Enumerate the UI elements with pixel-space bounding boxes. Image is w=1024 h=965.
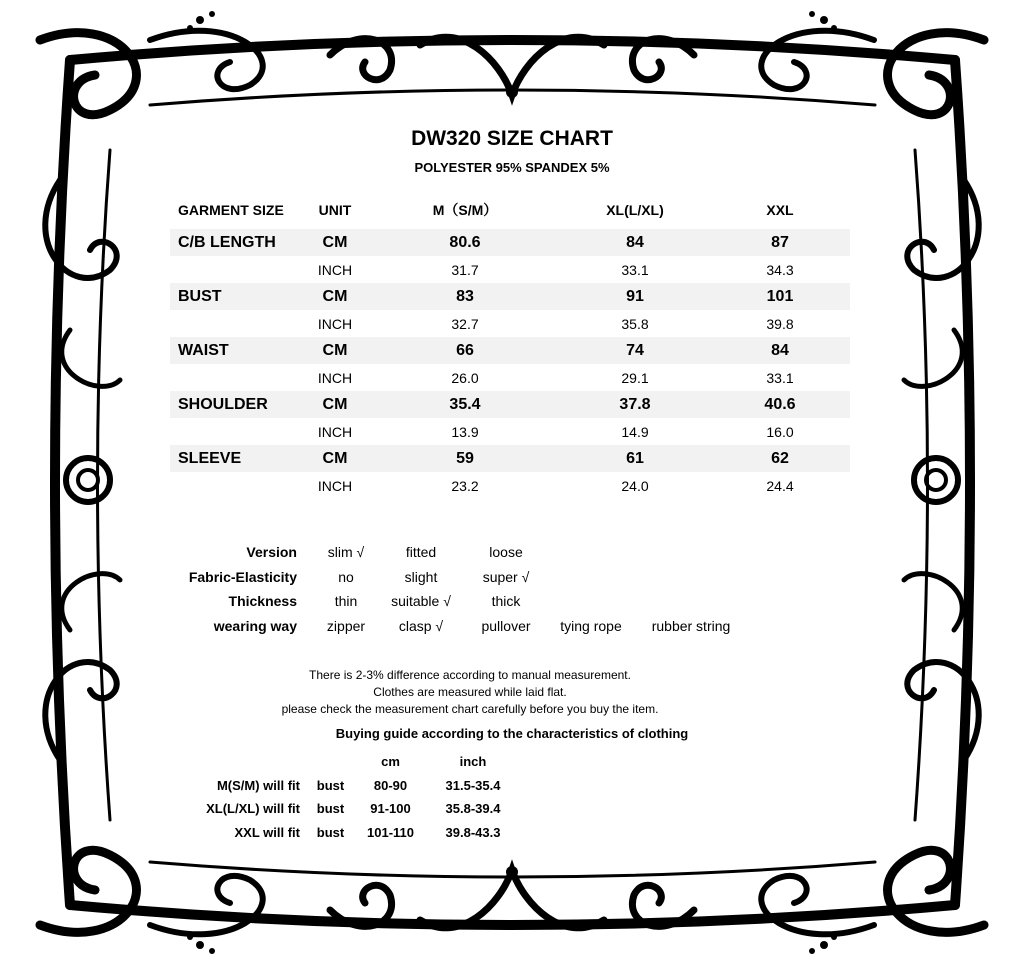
- guide-cm-range: 80-90: [373, 777, 408, 793]
- guide-header-row: [180, 750, 518, 774]
- table-row: [170, 256, 850, 283]
- feature-option: rubber string: [651, 617, 731, 634]
- value-cell: 33.1: [766, 369, 794, 386]
- value-cell: 23.2: [451, 477, 479, 494]
- table-row: [170, 310, 850, 337]
- measurement-notes: [0, 667, 940, 718]
- guide-row: [180, 821, 518, 845]
- header-unit: UNIT: [318, 202, 352, 218]
- measure-name: SLEEVE: [170, 445, 300, 472]
- value-cell: 29.1: [621, 369, 649, 386]
- unit-cell: CM: [300, 337, 370, 364]
- feature-option: loose: [489, 544, 523, 561]
- unit-cell: CM: [300, 283, 370, 310]
- unit-cell: INCH: [317, 423, 353, 440]
- feature-option: super √: [482, 568, 530, 585]
- value-cell: 84: [560, 229, 710, 256]
- table-header-row: [170, 195, 850, 225]
- header-size-xxl: XXL: [766, 202, 794, 218]
- features-table: [180, 540, 751, 638]
- measure-name: C/B LENGTH: [170, 229, 300, 256]
- value-cell: 39.8: [766, 315, 794, 332]
- guide-size-label: XL(L/XL) will fit: [206, 801, 300, 817]
- header-garment-size: GARMENT SIZE: [178, 202, 284, 218]
- table-row: [170, 472, 850, 499]
- unit-cell: INCH: [317, 315, 353, 332]
- table-row: [170, 418, 850, 445]
- unit-cell: INCH: [317, 261, 353, 278]
- feature-option: no: [338, 568, 354, 585]
- feature-option: fitted: [405, 544, 437, 561]
- guide-cm-range: 91-100: [370, 801, 411, 817]
- value-cell: 14.9: [621, 423, 649, 440]
- guide-size-label: M(S/M) will fit: [216, 777, 300, 793]
- guide-row: [180, 774, 518, 798]
- value-cell: 26.0: [451, 369, 479, 386]
- feature-option: slim √: [327, 544, 365, 561]
- feature-row-thickness: [180, 589, 751, 614]
- value-cell: 37.8: [560, 391, 710, 418]
- unit-cell: CM: [300, 391, 370, 418]
- measure-name: BUST: [170, 283, 300, 310]
- value-cell: 35.4: [370, 391, 560, 418]
- guide-cm-range: 101-110: [367, 824, 414, 840]
- value-cell: 32.7: [451, 315, 479, 332]
- note-line: There is 2-3% difference according to manual measurement.: [309, 668, 631, 682]
- measure-name: SHOULDER: [170, 391, 300, 418]
- unit-cell: INCH: [317, 477, 353, 494]
- value-cell: 31.7: [451, 261, 479, 278]
- value-cell: 101: [710, 283, 850, 310]
- guide-inch-range: 39.8-43.3: [445, 824, 501, 840]
- feature-row-elasticity: [180, 565, 751, 590]
- value-cell: 91: [560, 283, 710, 310]
- value-cell: 40.6: [710, 391, 850, 418]
- table-row: [170, 229, 850, 256]
- buying-guide-table: [180, 750, 518, 844]
- value-cell: 24.0: [621, 477, 649, 494]
- feature-row-version: [180, 540, 751, 565]
- unit-cell: INCH: [317, 369, 353, 386]
- chart-title: DW320 SIZE CHART: [411, 127, 613, 150]
- unit-cell: CM: [300, 229, 370, 256]
- value-cell: 66: [370, 337, 560, 364]
- value-cell: 34.3: [766, 261, 794, 278]
- fabric-composition: POLYESTER 95% SPANDEX 5%: [414, 160, 610, 175]
- note-line: please check the measurement chart carefully before you buy the item.: [281, 702, 659, 716]
- value-cell: 61: [560, 445, 710, 472]
- value-cell: 74: [560, 337, 710, 364]
- unit-cell: CM: [300, 445, 370, 472]
- table-row: [170, 364, 850, 391]
- guide-size-label: XXL will fit: [234, 824, 300, 840]
- buying-guide-title: Buying guide according to the characteristics of clothing: [335, 726, 689, 741]
- value-cell: 16.0: [766, 423, 794, 440]
- table-row: [170, 445, 850, 472]
- feature-label: Version: [246, 544, 297, 561]
- feature-option: zipper: [326, 617, 366, 634]
- guide-col-inch: inch: [459, 754, 487, 770]
- value-cell: 80.6: [370, 229, 560, 256]
- feature-option: slight: [404, 568, 438, 585]
- feature-option: tying rope: [560, 617, 622, 634]
- value-cell: 62: [710, 445, 850, 472]
- feature-option: pullover: [481, 617, 531, 634]
- guide-inch-range: 35.8-39.4: [445, 801, 501, 817]
- feature-label: Thickness: [228, 593, 297, 610]
- value-cell: 35.8: [621, 315, 649, 332]
- feature-row-wearing-way: [180, 614, 751, 639]
- value-cell: 84: [710, 337, 850, 364]
- guide-part: bust: [316, 777, 345, 793]
- value-cell: 24.4: [766, 477, 794, 494]
- feature-option: clasp √: [398, 617, 444, 634]
- table-row: [170, 337, 850, 364]
- value-cell: 59: [370, 445, 560, 472]
- size-table: [170, 195, 850, 499]
- table-row: [170, 391, 850, 418]
- value-cell: 13.9: [451, 423, 479, 440]
- header-size-xl: XL(L/XL): [606, 202, 664, 218]
- guide-inch-range: 31.5-35.4: [445, 777, 501, 793]
- guide-row: [180, 797, 518, 821]
- guide-part: bust: [316, 801, 345, 817]
- value-cell: 83: [370, 283, 560, 310]
- value-cell: 87: [710, 229, 850, 256]
- feature-option: thin: [334, 593, 358, 610]
- header-size-m: M（S/M）: [432, 202, 498, 218]
- value-cell: 33.1: [621, 261, 649, 278]
- guide-col-cm: cm: [381, 754, 400, 770]
- feature-option: thick: [491, 593, 521, 610]
- feature-label: wearing way: [213, 617, 297, 634]
- guide-part: bust: [316, 824, 345, 840]
- note-line: Clothes are measured while laid flat.: [373, 685, 567, 699]
- feature-label: Fabric-Elasticity: [188, 568, 297, 585]
- table-row: [170, 283, 850, 310]
- measure-name: WAIST: [170, 337, 300, 364]
- feature-option: suitable √: [391, 593, 451, 610]
